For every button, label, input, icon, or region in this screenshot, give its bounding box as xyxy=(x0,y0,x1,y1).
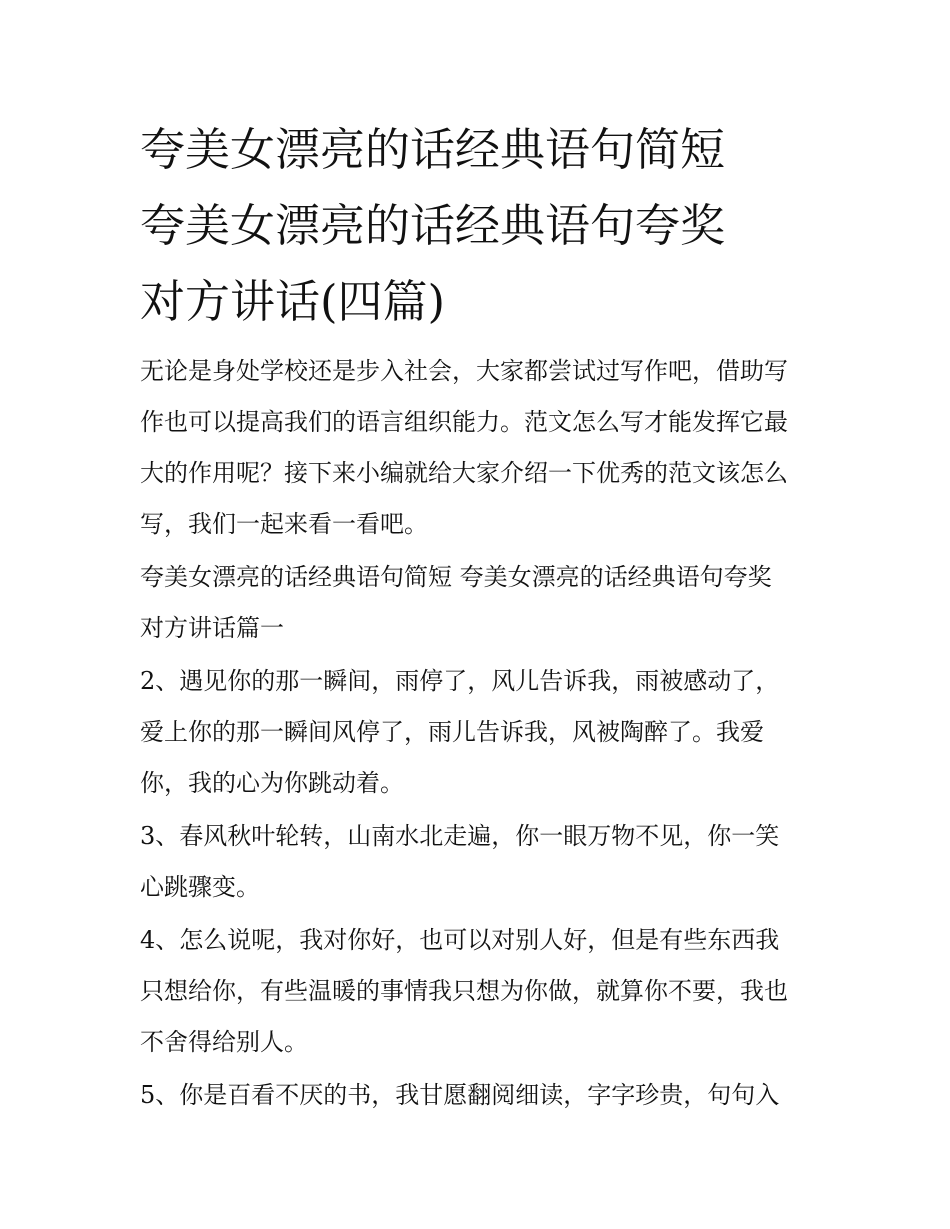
list-item-2 xyxy=(140,656,820,809)
text-line: 无论是身处学校还是步入社会，大家都尝试过写作吧，借助写 xyxy=(140,357,788,385)
text-line: 写，我们一起来看一看吧。 xyxy=(140,510,428,538)
text-line: 爱上你的那一瞬间风停了，雨儿告诉我，风被陶醉了。我爱 xyxy=(140,718,764,746)
text-line: 你，我的心为你跳动着。 xyxy=(140,769,404,797)
title-line: 夸美女漂亮的话经典语句夸奖 xyxy=(140,199,726,252)
document-body xyxy=(140,346,820,1121)
text-line: 大的作用呢？接下来小编就给大家介绍一下优秀的范文该怎么 xyxy=(140,459,788,487)
text-line: 3、春风秋叶轮转，山南水北走遍，你一眼万物不见，你一笑 xyxy=(140,822,780,850)
text-line: 4、怎么说呢，我对你好，也可以对别人好，但是有些东西我 xyxy=(140,926,780,954)
text-line: 只想给你，有些温暖的事情我只想为你做，就算你不要，我也 xyxy=(140,977,788,1005)
section-heading xyxy=(140,552,820,654)
text-line: 2、遇见你的那一瞬间，雨停了，风儿告诉我，雨被感动了， xyxy=(140,667,780,695)
document-title xyxy=(140,112,820,340)
text-line: 5、你是百看不厌的书，我甘愿翻阅细读，字字珍贵，句句入 xyxy=(140,1081,780,1109)
title-line: 对方讲话(四篇) xyxy=(140,275,446,328)
list-item-3 xyxy=(140,811,820,913)
text-line: 不舍得给别人。 xyxy=(140,1028,308,1056)
text-line: 作也可以提高我们的语言组织能力。范文怎么写才能发挥它最 xyxy=(140,408,788,436)
text-line: 对方讲话篇一 xyxy=(140,614,284,642)
list-item-4 xyxy=(140,915,820,1068)
text-line: 夸美女漂亮的话经典语句简短 夸美女漂亮的话经典语句夸奖 xyxy=(140,563,772,591)
text-line: 心跳骤变。 xyxy=(140,873,260,901)
document-content xyxy=(140,112,820,1123)
title-line: 夸美女漂亮的话经典语句简短 xyxy=(140,123,726,176)
list-item-5 xyxy=(140,1070,820,1121)
intro-paragraph xyxy=(140,346,820,550)
